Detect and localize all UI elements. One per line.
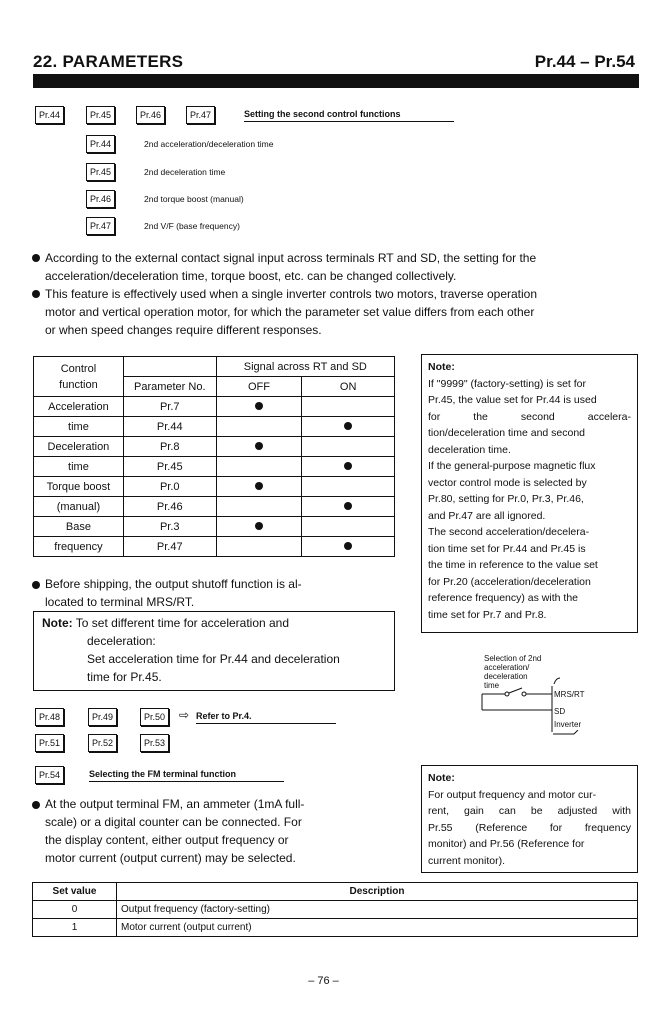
bullet-2-line-1: This feature is effectively used when a single inverter controls two motors, traverse operation [45, 287, 538, 301]
bullet-icon [32, 581, 40, 589]
set-value-cell: 0 [33, 901, 117, 919]
bullet-1-line-1: According to the external contact signal input across terminals RT and SD, the setting for the [45, 251, 537, 265]
note-line: rent, gain can be adjusted with [428, 805, 631, 817]
page-number: – 76 – [308, 975, 339, 987]
parameter-cell: Pr.46 [123, 497, 216, 517]
label-mrs-rt: MRS/RT [554, 690, 585, 699]
parameter-cell: Pr.44 [123, 417, 216, 437]
parameter-range: Pr.44 – Pr.54 [534, 52, 635, 71]
item-text: 2nd V/F (base frequency) [144, 221, 240, 231]
table-row [33, 901, 638, 919]
note-line: Pr.45, the value set for Pr.44 is used [428, 394, 597, 406]
off-cell [216, 397, 302, 417]
section-title-second-control: Setting the second control functions [244, 109, 454, 122]
note-acceleration-box [33, 611, 395, 691]
note-line: Pr.55 (Reference for frequency [428, 821, 631, 834]
note-line: The second acceleration/decelera- [428, 526, 590, 538]
parameter-cell: Pr.0 [123, 477, 216, 497]
note-line: for Pr.20 (acceleration/deceleration [428, 575, 591, 588]
on-cell [302, 477, 395, 497]
control-function-table [33, 356, 395, 557]
parameter-cell: Pr.45 [123, 457, 216, 477]
note-line: current monitor). [428, 854, 506, 867]
filled-dot-icon [255, 442, 263, 450]
pr45-box: Pr.45 [86, 106, 115, 124]
function-name: (manual) [34, 497, 124, 517]
note-9999-box [421, 354, 638, 633]
off-cell [216, 477, 302, 497]
bullet-icon [32, 801, 40, 809]
note-line: deceleration time. [428, 443, 511, 456]
item-box: Pr.45 [86, 163, 115, 181]
header-parameter-no: Parameter No. [123, 377, 216, 397]
note-line: vector control mode is selected by [428, 476, 587, 489]
item-text: 2nd torque boost (manual) [144, 194, 244, 204]
function-name: Torque boost [34, 477, 124, 497]
header-off: OFF [216, 377, 302, 397]
label-sd: SD [554, 707, 566, 716]
off-cell [216, 517, 302, 537]
header-signal: Signal across RT and SD [216, 357, 394, 377]
note-label: Note: [428, 361, 455, 373]
set-value-table [32, 882, 638, 937]
arrow-right-icon: ⇨ [179, 708, 190, 722]
on-cell [302, 457, 395, 477]
shipping-line-2: located to terminal MRS/RT. [45, 595, 195, 609]
note-line: Pr.80, setting for Pr.0, Pr.3, Pr.46, [428, 493, 584, 505]
note-line: the time in reference to the value set [428, 559, 598, 571]
header-set-value: Set value [33, 883, 117, 901]
off-cell [216, 537, 302, 557]
off-cell [216, 497, 302, 517]
function-name: time [34, 417, 124, 437]
item-text: 2nd acceleration/deceleration time [144, 139, 274, 149]
function-name: frequency [34, 537, 124, 557]
item-box: Pr.44 [86, 135, 115, 153]
parameter-cell: Pr.7 [123, 397, 216, 417]
description-cell: Output frequency (factory-setting) [117, 901, 638, 919]
pr51-box: Pr.51 [35, 734, 64, 752]
diagram-caption-line: acceleration/ [484, 663, 530, 672]
fm-line-4: motor current (output current) may be selected. [45, 851, 296, 865]
pr49-box: Pr.49 [88, 708, 117, 726]
note-label: Note: [428, 772, 455, 784]
off-cell [216, 437, 302, 457]
bullet-2-line-2: motor and vertical operation motor, for which the parameter set value differs from each other [45, 305, 535, 319]
note-line: monitor) and Pr.56 (Reference for [428, 838, 585, 850]
diagram-caption-line: Selection of 2nd [484, 654, 542, 663]
pr47-box: Pr.47 [186, 106, 215, 124]
parameter-cell: Pr.47 [123, 537, 216, 557]
pr52-box: Pr.52 [88, 734, 117, 752]
header-rule [33, 74, 639, 88]
note-line: for the second accelera- [428, 410, 631, 423]
note-line: time set for Pr.7 and Pr.8. [428, 608, 547, 621]
on-cell [302, 417, 395, 437]
on-cell [302, 397, 395, 417]
filled-dot-icon [344, 462, 352, 470]
bullet-1-line-2: acceleration/deceleration time, torque boost, etc. can be changed collectively. [45, 269, 457, 283]
on-cell [302, 497, 395, 517]
fm-line-2: scale) or a digital counter can be connected. For [45, 815, 302, 829]
on-cell [302, 537, 395, 557]
refer-to-pr4: Refer to Pr.4. [196, 711, 336, 724]
pr48-box: Pr.48 [35, 708, 64, 726]
on-cell [302, 517, 395, 537]
pr44-box: Pr.44 [35, 106, 64, 124]
diagram-caption-line: deceleration [484, 672, 528, 681]
function-name: time [34, 457, 124, 477]
label-inverter: Inverter [554, 720, 582, 729]
bullet-icon [32, 254, 40, 262]
header-on: ON [302, 377, 395, 397]
filled-dot-icon [344, 502, 352, 510]
parameter-cell: Pr.3 [123, 517, 216, 537]
note-line: tion/deceleration time and second [428, 427, 586, 439]
filled-dot-icon [344, 542, 352, 550]
inverter-bracket [552, 730, 582, 738]
filled-dot-icon [255, 482, 263, 490]
note-line: reference frequency) as with the [428, 592, 578, 604]
table-row [33, 919, 638, 937]
note-line: For output frequency and motor cur- [428, 788, 597, 801]
item-box: Pr.47 [86, 217, 115, 235]
note-label: Note: [42, 616, 73, 630]
pr46-box: Pr.46 [136, 106, 165, 124]
function-name: Base [34, 517, 124, 537]
filled-dot-icon [255, 522, 263, 530]
diagram-caption-line: time [484, 681, 500, 690]
bullet-icon [32, 290, 40, 298]
note-line-3: Set acceleration time for Pr.44 and deceleration [87, 652, 340, 666]
description-cell: Motor current (output current) [117, 919, 638, 937]
note-line-2: deceleration: [87, 634, 156, 648]
note-line-1: To set different time for acceleration and [75, 616, 290, 630]
shipping-line-1: Before shipping, the output shutoff function is al- [45, 577, 302, 591]
item-box: Pr.46 [86, 190, 115, 208]
header-control: Control [60, 362, 97, 375]
page-title: 22. PARAMETERS [33, 52, 184, 71]
note-line: tion time set for Pr.44 and Pr.45 is [428, 542, 586, 555]
note-line: If the general-purpose magnetic flux [428, 460, 596, 472]
pr50-box: Pr.50 [140, 708, 169, 726]
on-cell [302, 437, 395, 457]
note-line: If "9999" (factory-setting) is set for [428, 377, 587, 390]
note-line-4: time for Pr.45. [87, 670, 162, 684]
parameter-cell: Pr.8 [123, 437, 216, 457]
header-function: function [59, 378, 98, 391]
fm-line-1: At the output terminal FM, an ammeter (1mA full- [45, 797, 305, 811]
section-title-fm: Selecting the FM terminal function [89, 769, 284, 782]
pr54-box: Pr.54 [35, 766, 64, 784]
note-fm-box [421, 765, 638, 873]
off-cell [216, 417, 302, 437]
fm-line-3: the display content, either output frequency or [45, 833, 289, 847]
filled-dot-icon [255, 402, 263, 410]
switch-wiring-diagram [480, 674, 560, 734]
pr53-box: Pr.53 [140, 734, 169, 752]
function-name: Acceleration [34, 397, 124, 417]
set-value-cell: 1 [33, 919, 117, 937]
function-name: Deceleration [34, 437, 124, 457]
item-text: 2nd deceleration time [144, 167, 226, 177]
filled-dot-icon [344, 422, 352, 430]
bullet-2-line-3: or when speed changes require different responses. [45, 323, 322, 337]
off-cell [216, 457, 302, 477]
header-description: Description [117, 883, 638, 901]
note-line: and Pr.47 are all ignored. [428, 509, 546, 522]
